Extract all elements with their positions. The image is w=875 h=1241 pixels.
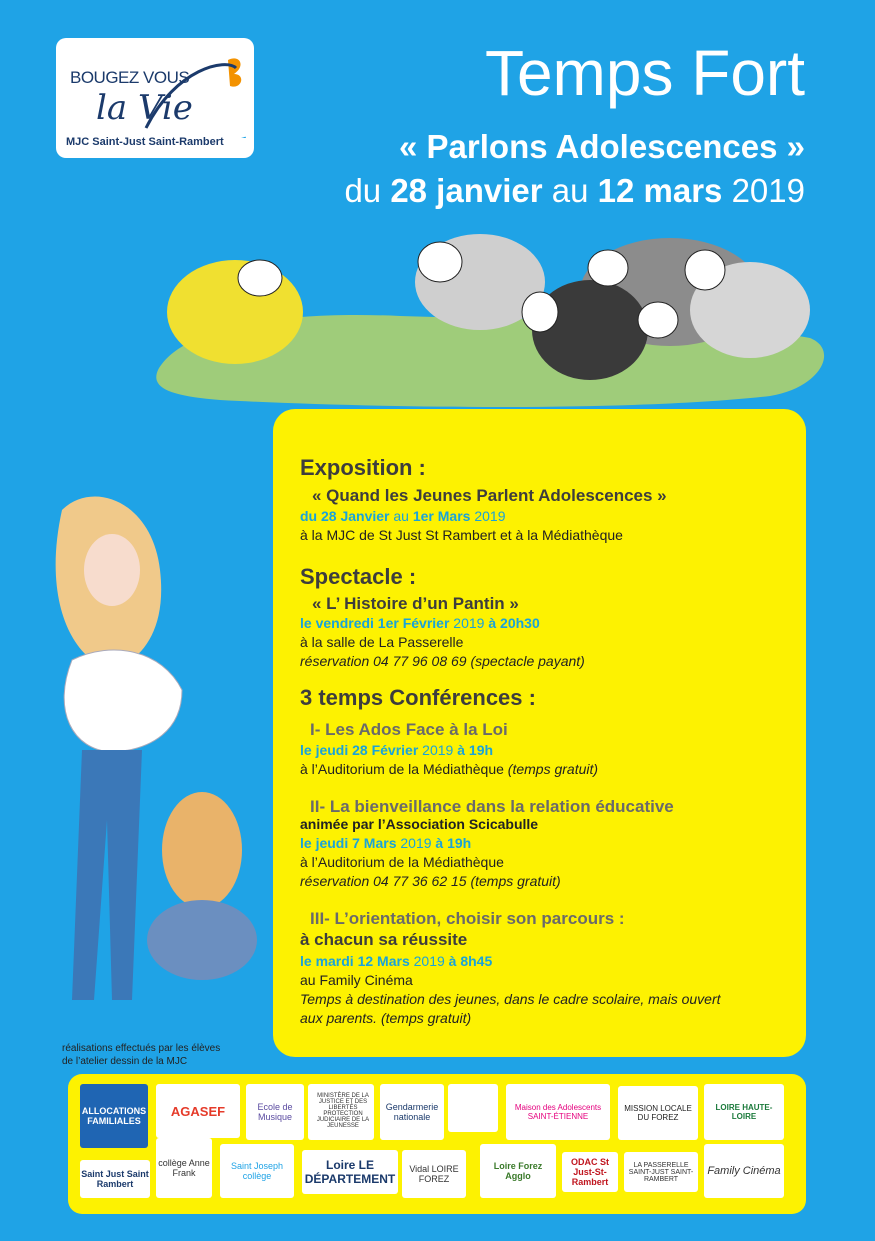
conferences-heading: 3 temps Conférences :	[300, 685, 536, 710]
date-bold: le vendredi 1er Février	[300, 615, 450, 631]
partner-logo: Saint Joseph collège	[220, 1144, 294, 1198]
date-text: au	[389, 508, 413, 524]
girls-illustration	[32, 490, 282, 1030]
date-bold: à 8h45	[448, 953, 493, 969]
conference-3-place: au Family Cinéma	[300, 972, 413, 988]
partner-logo: Maison des Adolescents SAINT-ÉTIENNE	[506, 1084, 610, 1140]
date-bold: à 19h	[457, 742, 494, 758]
partner-logo: Loire Forez Agglo	[480, 1144, 556, 1198]
partner-logo: Loire LE DÉPARTEMENT	[302, 1150, 398, 1194]
expo-heading: Exposition :	[300, 455, 426, 480]
place-text: à l’Auditorium de la Médiathèque	[300, 761, 508, 777]
conference-2-by: animée par l’Association Scicabulle	[300, 816, 539, 832]
conference-2-reservation: réservation 04 77 36 62 15 (temps gratuit)	[300, 873, 561, 889]
date-bold: 1er Mars	[412, 508, 471, 524]
date-bold: du 28 Janvier	[300, 508, 390, 524]
date-text: 2019	[409, 953, 449, 969]
partners-panel	[68, 1074, 806, 1214]
expo-date	[300, 508, 506, 524]
conference-3-date	[300, 953, 492, 969]
caption-line: de l’atelier dessin de la MJC	[62, 1056, 188, 1067]
partner-logo: collège Anne Frank	[156, 1138, 212, 1198]
dates-text: du	[344, 172, 391, 209]
conference-3-subtitle: à chacun sa réussite	[300, 930, 468, 949]
spectacle-heading: Spectacle :	[300, 564, 417, 589]
date-text: 2019	[449, 615, 489, 631]
conference-2-place: à l’Auditorium de la Médiathèque	[300, 854, 504, 870]
conference-1-place	[300, 761, 598, 777]
date-bold: le jeudi 28 Février	[300, 742, 419, 758]
partner-logo: Ecole de Musique	[246, 1084, 304, 1140]
event-dates	[344, 172, 805, 210]
spectacle-place: à la salle de La Passerelle	[300, 634, 464, 650]
caption-line: réalisations effectués par les élèves	[62, 1043, 221, 1054]
partner-logo: Gendarmerie nationale	[380, 1084, 444, 1140]
expo-place: à la MJC de St Just St Rambert et à la Médiathèque	[300, 527, 623, 543]
partner-logo: MISSION LOCALE DU FOREZ	[618, 1086, 698, 1140]
partner-logo: Family Cinéma	[704, 1144, 784, 1198]
dates-start: 28 janvier	[390, 172, 543, 209]
spectacle-date	[300, 615, 540, 631]
spectacle-reservation: réservation 04 77 96 08 69 (spectacle payant)	[300, 653, 585, 669]
dates-end: 12 mars	[597, 172, 723, 209]
conference-2-title: II- La bienveillance dans la relation éducative	[310, 797, 674, 816]
partner-logo: LOIRE HAUTE-LOIRE	[704, 1084, 784, 1140]
page-subtitle: « Parlons Adolescences »	[399, 128, 805, 165]
date-bold: le mardi 12 Mars	[300, 953, 410, 969]
partner-logo: Vidal LOIRE FOREZ	[402, 1150, 466, 1198]
partner-logo: ODAC St Just-St-Rambert	[562, 1152, 618, 1192]
date-text: 2019	[396, 835, 436, 851]
date-text: 2019	[470, 508, 506, 524]
date-text: 2019	[418, 742, 458, 758]
partner-logo: AGASEF	[156, 1084, 240, 1138]
date-bold: à 20h30	[488, 615, 540, 631]
partner-logo	[448, 1084, 498, 1132]
conference-3-note: Temps à destination des jeunes, dans le cadre scolaire, mais ouvert	[300, 991, 721, 1007]
page-title: Temps Fort	[484, 37, 805, 109]
spectacle-title: « L’ Histoire d’un Pantin »	[312, 594, 519, 613]
date-bold: le jeudi 7 Mars	[300, 835, 397, 851]
logo-text-org: MJC Saint-Just Saint-Rambert	[66, 136, 224, 148]
conference-3-title: III- L’orientation, choisir son parcours :	[310, 909, 625, 928]
expo-title: « Quand les Jeunes Parlent Adolescences »	[312, 486, 667, 505]
partner-logo: LA PASSERELLE SAINT-JUST SAINT-RAMBERT	[624, 1152, 698, 1192]
logo-text-top: BOUGEZ VOUS	[70, 68, 190, 87]
logo-text-main: la Vie	[96, 88, 193, 128]
sheep-illustration	[150, 220, 830, 410]
conference-1-date	[300, 742, 493, 758]
conference-2-date	[300, 835, 471, 851]
partner-logo: ALLOCATIONS FAMILIALES	[80, 1084, 148, 1148]
conference-1-title: I- Les Ados Face à la Loi	[310, 720, 508, 739]
note-text: (temps gratuit)	[507, 761, 599, 777]
illustration-caption	[62, 1042, 220, 1068]
conference-3-note: aux parents. (temps gratuit)	[300, 1010, 472, 1026]
partner-logo: MINISTÈRE DE LA JUSTICE ET DES LIBERTÉS PROTECTION JUDICIAIRE DE LA JEUNESSE	[312, 1088, 374, 1134]
dates-text: au	[542, 172, 598, 209]
logo	[56, 38, 254, 158]
date-bold: à 19h	[435, 835, 472, 851]
partner-logo: Saint Just Saint Rambert	[80, 1160, 150, 1198]
dates-year: 2019	[722, 172, 805, 209]
